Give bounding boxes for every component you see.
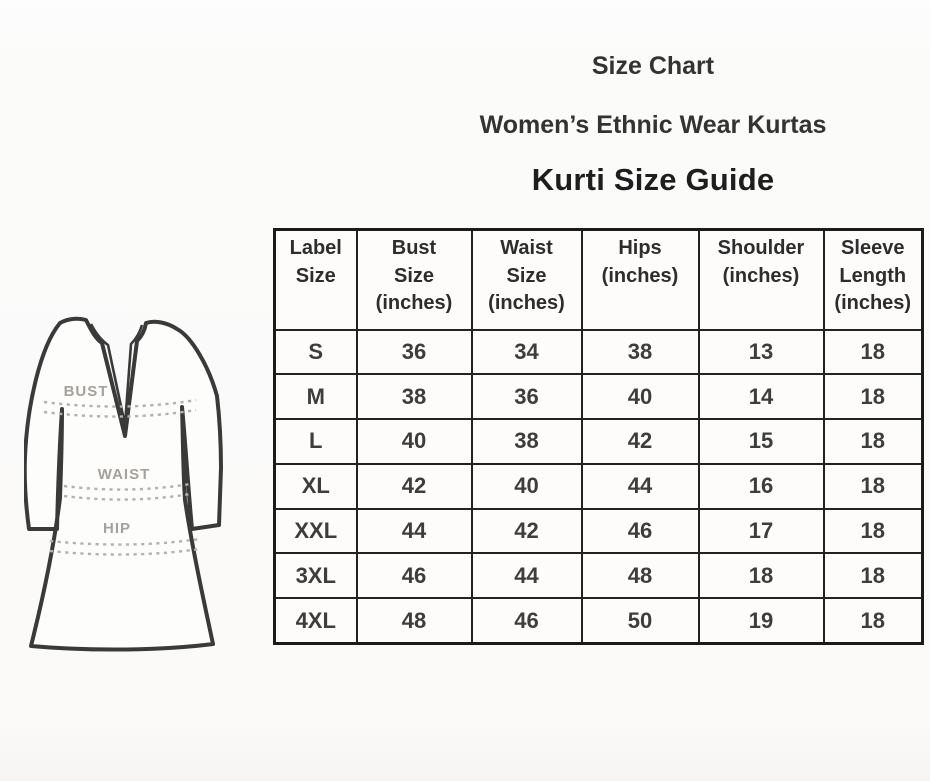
value-cell-waist-size: 38 (472, 419, 582, 464)
value-cell-bust-size: 42 (357, 464, 472, 509)
size-row-M (275, 374, 923, 419)
value-cell-hips: 44 (582, 464, 699, 509)
value-cell-shoulder: 19 (699, 598, 824, 644)
value-cell-bust-size: 40 (357, 419, 472, 464)
value-cell-shoulder: 18 (699, 553, 824, 598)
size-label-cell: 4XL (275, 598, 357, 644)
page-title: Size Chart (591, 52, 715, 80)
value-cell-bust-size: 36 (357, 330, 472, 375)
size-table (273, 228, 924, 645)
kurti-diagram (24, 312, 230, 658)
value-cell-shoulder: 14 (699, 374, 824, 419)
value-cell-shoulder: 13 (699, 330, 824, 375)
value-cell-hips: 40 (582, 374, 699, 419)
kurti-line-drawing (24, 312, 230, 658)
page-subtitle: Women’s Ethnic Wear Kurtas (479, 111, 827, 139)
value-cell-bust-size: 44 (357, 509, 472, 554)
column-header-shoulder: Shoulder (inches) (699, 230, 824, 330)
bust-label: BUST (63, 383, 109, 400)
value-cell-hips: 38 (582, 330, 699, 375)
value-cell-waist-size: 36 (472, 374, 582, 419)
size-row-S (275, 330, 923, 375)
column-header-waist-size: Waist Size (inches) (472, 230, 582, 330)
value-cell-shoulder: 15 (699, 419, 824, 464)
size-label-cell: L (275, 419, 357, 464)
size-label-cell: S (275, 330, 357, 375)
value-cell-sleeve-length: 18 (824, 509, 923, 554)
value-cell-sleeve-length: 18 (824, 419, 923, 464)
titles-block (373, 0, 930, 210)
value-cell-shoulder: 16 (699, 464, 824, 509)
size-row-L (275, 419, 923, 464)
size-label-cell: XL (275, 464, 357, 509)
column-header-bust-size: Bust Size (inches) (357, 230, 472, 330)
value-cell-waist-size: 42 (472, 509, 582, 554)
size-table-header (275, 230, 923, 330)
size-label-cell: M (275, 374, 357, 419)
size-row-4XL (275, 598, 923, 644)
column-header-sleeve-length: Sleeve Length (inches) (824, 230, 923, 330)
value-cell-bust-size: 48 (357, 598, 472, 644)
size-guide-heading: Kurti Size Guide (531, 162, 775, 197)
size-table-header-row (275, 230, 923, 330)
value-cell-sleeve-length: 18 (824, 374, 923, 419)
value-cell-waist-size: 34 (472, 330, 582, 375)
value-cell-hips: 42 (582, 419, 699, 464)
value-cell-sleeve-length: 18 (824, 330, 923, 375)
size-label-cell: XXL (275, 509, 357, 554)
value-cell-sleeve-length: 18 (824, 464, 923, 509)
value-cell-bust-size: 46 (357, 553, 472, 598)
hip-label: HIP (102, 520, 132, 537)
size-table-body (275, 330, 923, 644)
size-row-XL (275, 464, 923, 509)
kurti-outline (25, 319, 221, 650)
column-header-label-size: Label Size (275, 230, 357, 330)
size-label-cell: 3XL (275, 553, 357, 598)
value-cell-waist-size: 46 (472, 598, 582, 644)
column-header-hips: Hips (inches) (582, 230, 699, 330)
value-cell-hips: 46 (582, 509, 699, 554)
value-cell-hips: 50 (582, 598, 699, 644)
value-cell-sleeve-length: 18 (824, 598, 923, 644)
value-cell-shoulder: 17 (699, 509, 824, 554)
value-cell-hips: 48 (582, 553, 699, 598)
value-cell-waist-size: 44 (472, 553, 582, 598)
value-cell-sleeve-length: 18 (824, 553, 923, 598)
waist-label: WAIST (97, 466, 151, 483)
value-cell-waist-size: 40 (472, 464, 582, 509)
size-row-3XL (275, 553, 923, 598)
value-cell-bust-size: 38 (357, 374, 472, 419)
size-row-XXL (275, 509, 923, 554)
